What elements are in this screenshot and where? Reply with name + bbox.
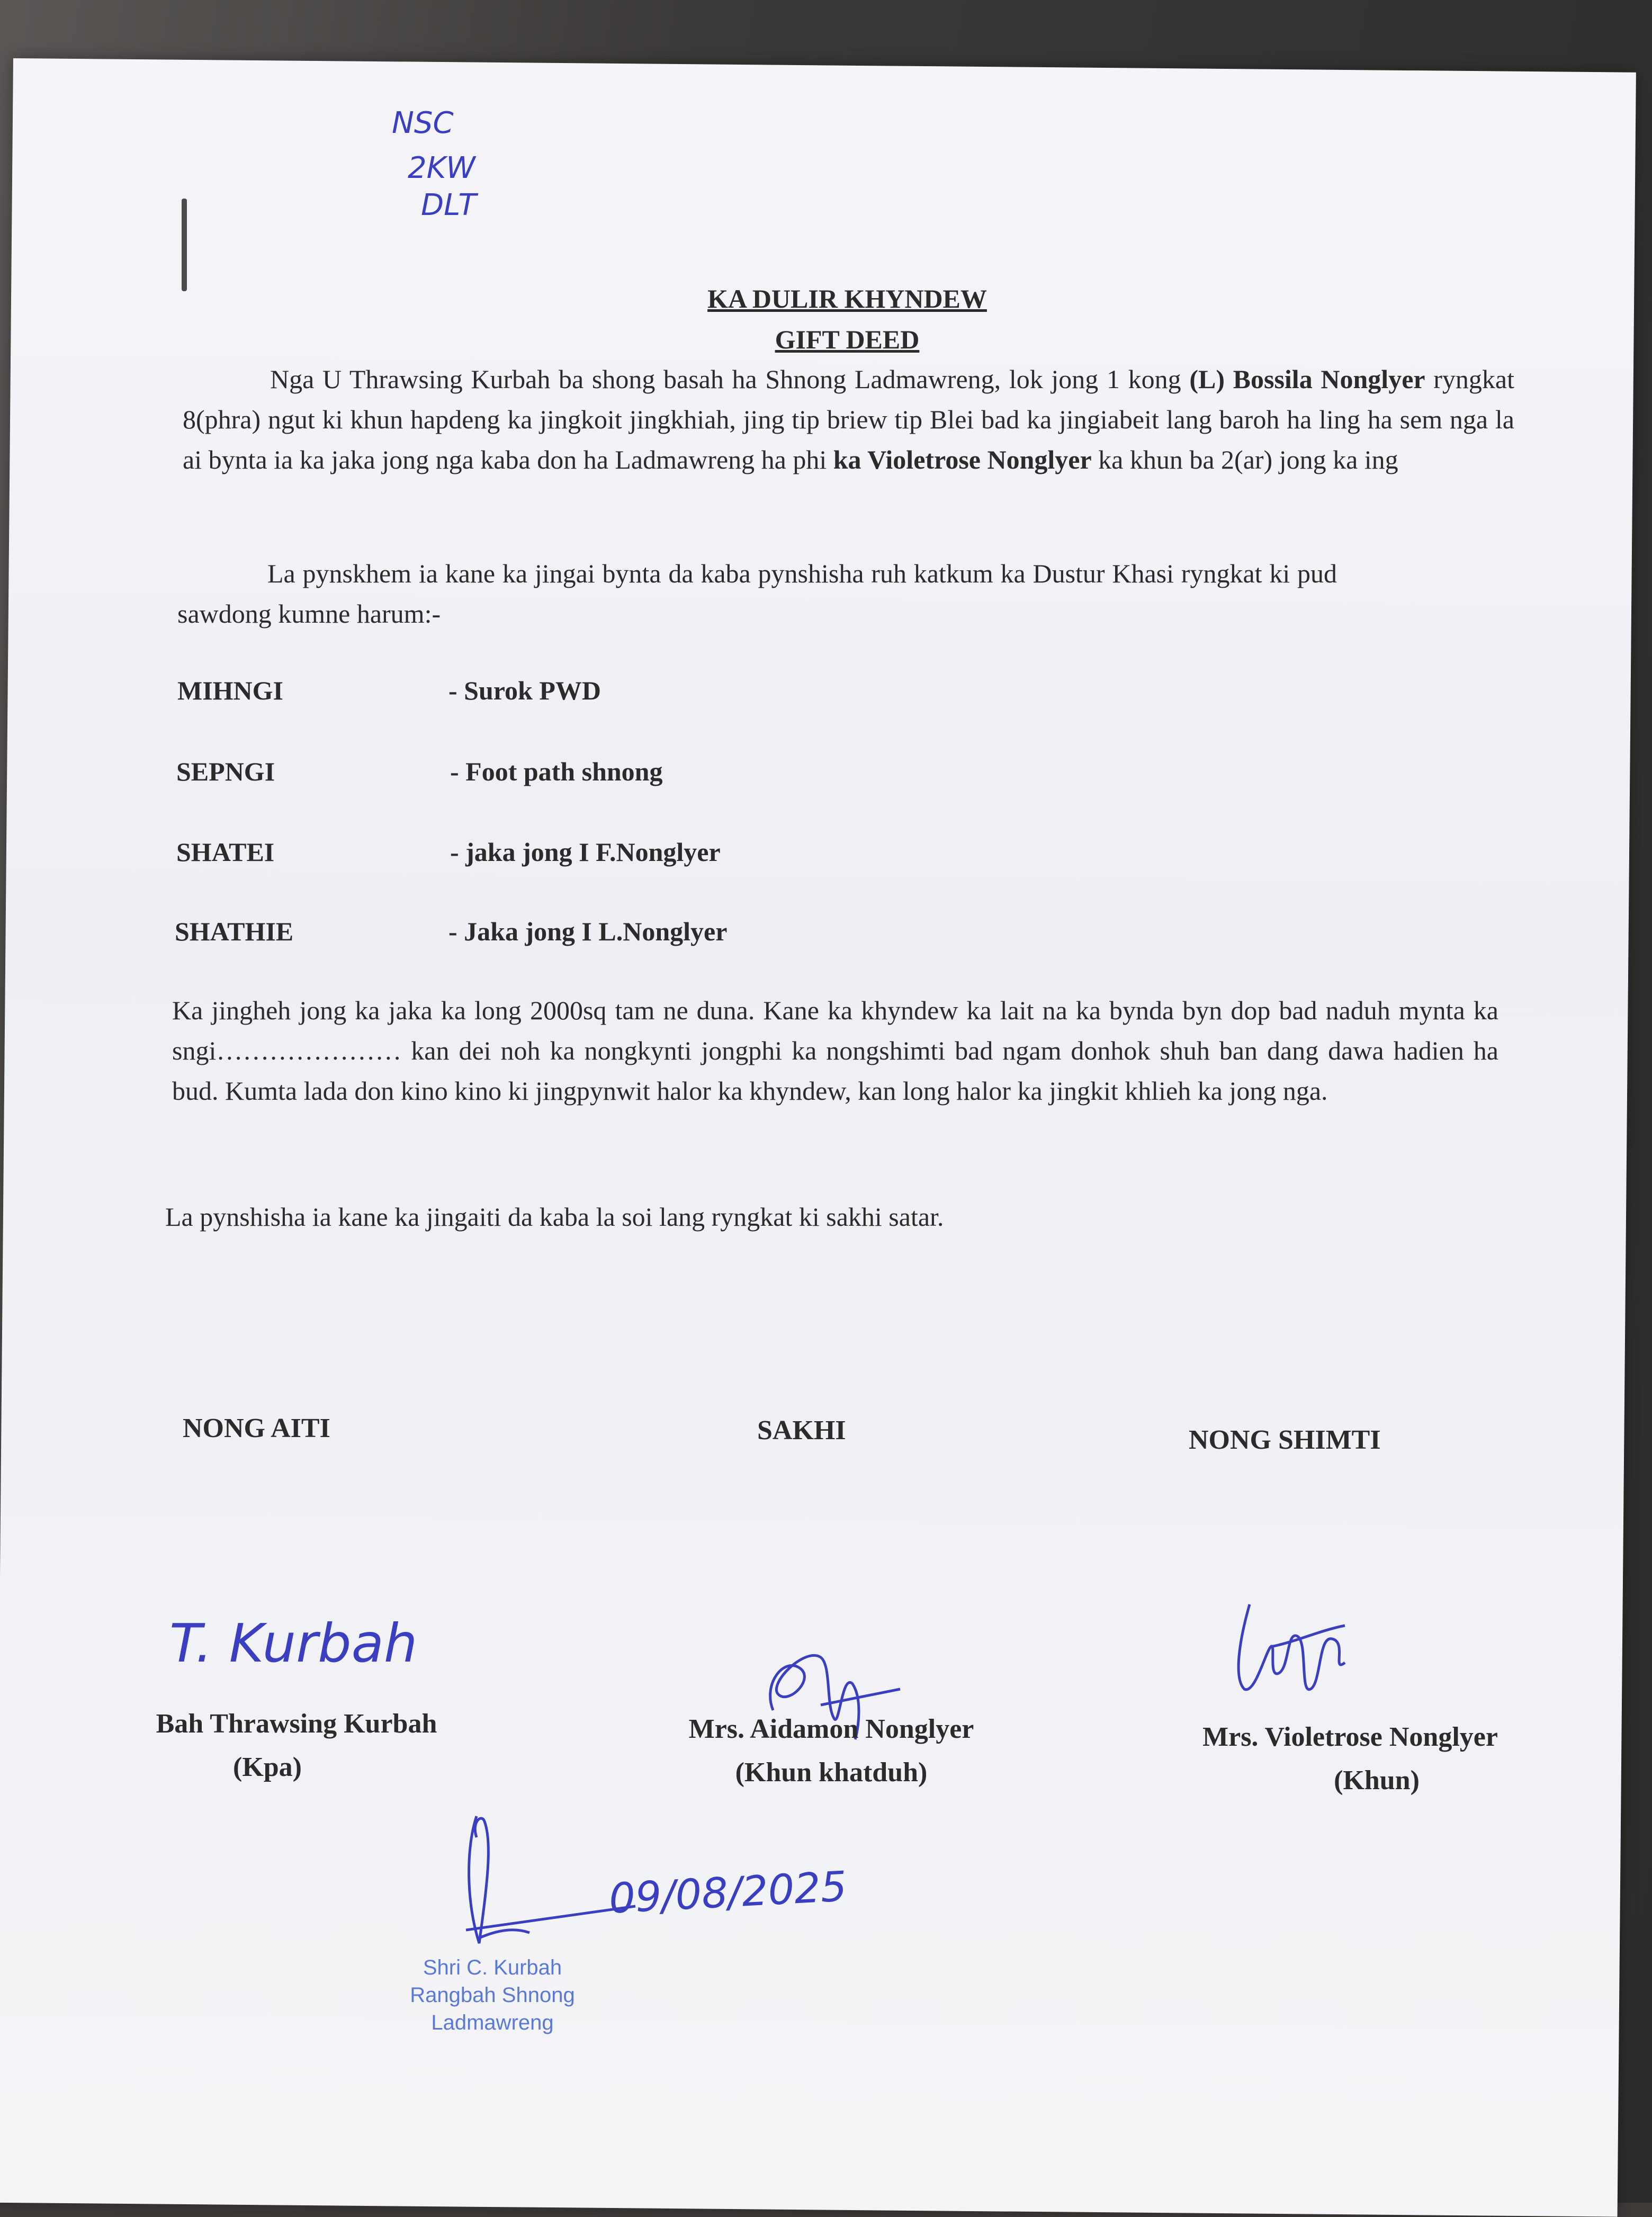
signatory-name: Mrs. Aidamon Nonglyer [688,1714,974,1744]
stamp-name: Shri C. Kurbah [423,1956,562,1979]
annotation-line-2: 2KW [408,151,475,185]
intro-text-2: ryngkat 8(phra) ngut ki khun hapdeng ka jingkoit jingkhiah, jing tip briew tip Blei bad ka jingiabeit lang baroh ha ling ha sem nga la ai bynta ia ka jaka jong nga kaba don ha Ladmawreng ha phi [183,364,1514,474]
boundary-value: - Surok PWD [448,676,601,705]
signatory-relation: (Kpa) [233,1752,302,1782]
signatory-relation: (Khun khatduh) [735,1757,928,1788]
boundary-value: - jaka jong I F.Nonglyer [450,837,721,867]
boundary-direction: MIHNGI [177,676,283,705]
boundary-value: - Foot path shnong [450,757,663,786]
staple [182,199,187,291]
closing-paragraph: La pynshisha ia kane ka jingaiti da kaba la soi lang ryngkat ki sakhi satar. [165,1202,944,1232]
intro-paragraph [183,359,1514,480]
document-subtitle: GIFT DEED [775,325,920,354]
boundary-value: - Jaka jong I L.Nonglyer [448,917,728,946]
intro-text-1: Nga U Thrawsing Kurbah ba shong basah ha Shnong Ladmawreng, lok jong 1 kong [270,364,1190,394]
boundary-direction: SEPNGI [176,757,275,786]
signatory-donor [122,1702,471,1789]
headman-stamp [381,1954,604,2036]
donor-mother-name: (L) Bossila Nonglyer [1189,364,1425,394]
signature-recipient [1218,1588,1366,1710]
signatory-recipient [1149,1716,1551,1802]
handwritten-date: 09/08/2025 [607,1863,848,1923]
signatory-name: Bah Thrawsing Kurbah [156,1709,437,1739]
signatory-relation: (Khun) [1334,1765,1420,1796]
document-title: KA DULIR KHYNDEW [707,284,987,313]
annotation-line-1: NSC [392,106,454,140]
annotation-line-3: DLT [421,188,477,222]
role-sakhi: SAKHI [757,1415,846,1446]
stamp-village: Ladmawreng [431,2011,554,2034]
stamp-title: Rangbah Shnong [410,1983,575,2007]
role-nong-shimti: NONG SHIMTI [1189,1425,1381,1455]
intro-text-3: ka khun ba 2(ar) jong ka ing [1091,445,1398,474]
boundary-direction: SHATEI [176,837,275,867]
area-paragraph: Ka jingheh jong ka jaka ka long 2000sq tam ne duna. Kane ka khyndew ka lait na ka bynda byn dop bad naduh mynta ka sngi………………… kan dei noh ka nongkynti jongphi ka nongshimti bad ngam donhok shuh ban dang dawa hadien ha bud. Kumta lada don kino kino ki jingpynwit halor ka khyndew, kan long halor ka jingkit khlieh ka jong nga. [172,995,1498,1106]
recipient-name: ka Violetrose Nonglyer [833,445,1092,474]
role-nong-aiti: NONG AITI [183,1413,330,1443]
boundary-intro-paragraph: La pynskhem ia kane ka jingai bynta da kaba pynshisha ruh katkum ka Dustur Khasi ryngkat ki pud sawdong kumne harum:- [177,559,1337,629]
signatory-name: Mrs. Violetrose Nonglyer [1202,1722,1498,1752]
boundary-direction: SHATHIE [175,917,294,946]
signatory-witness [651,1708,1011,1794]
signature-donor: T. Kurbah [169,1612,418,1674]
